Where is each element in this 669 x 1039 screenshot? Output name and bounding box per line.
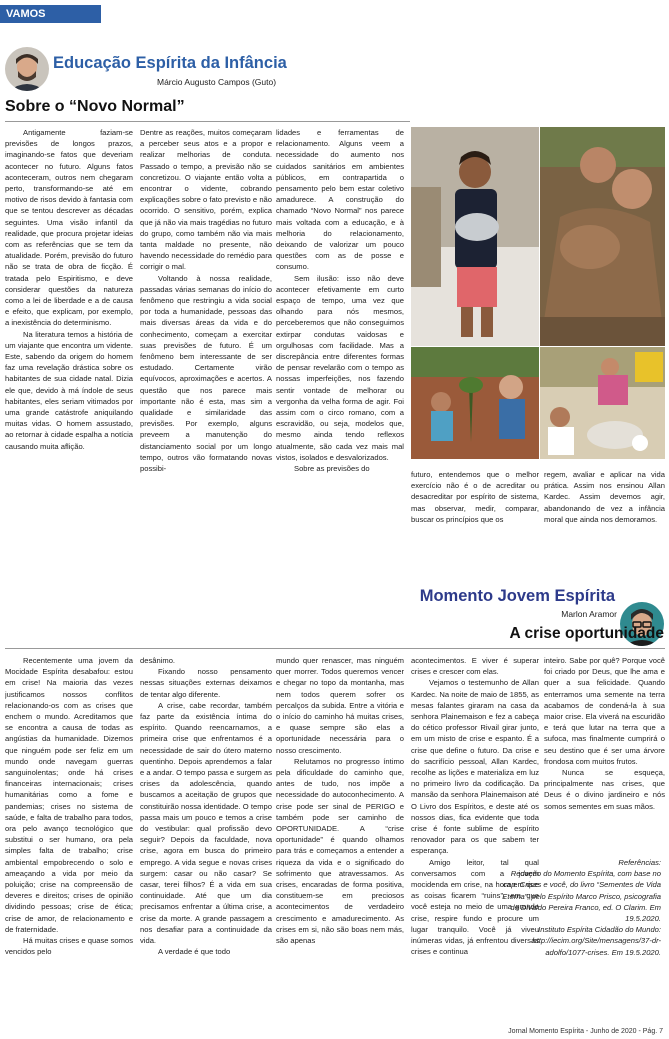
author-avatar-marcio — [5, 47, 49, 91]
page-footer: Jornal Momento Espírita - Junho de 2020 - Pág. 7 — [508, 1028, 663, 1035]
section-tag: VAMOS ESTUDAR — [0, 5, 101, 23]
paragraph: Na literatura temos a história de um viajante que encontra um vidente. Este, sabendo da origem do homem faz uma revelação drástica sobre os habitantes de sua cidade natal. Dizia ele que, devido à má índole de seus habitantes, eles seriam vitimados por uma grande catástrofe aniquilando muitas vidas. O homem assustado, ao retornar à cidade espalha a notícia causando muita aflição. — [5, 329, 133, 451]
paragraph: Amigo leitor, tal qual conversamos com a jovem mocidenda em crise, na hora em que as coisas ficarem “ruins”, em que você esteja no meio de uma grande crise, respire fundo e procure um lugar tranquilo. Você já viveu inúmeras vidas, já enfrentou diversas crises e continua — [411, 857, 539, 957]
column-title-jovem: Momento Jovem Espírita — [419, 587, 615, 605]
section-rule — [5, 648, 665, 649]
references-heading: Referências: — [618, 858, 661, 867]
paragraph: desânimo. — [140, 656, 176, 665]
column-title-infancia: Educação Espírita da Infância — [53, 54, 287, 72]
paragraph: Voltando à nossa realidade, passadas várias semanas do início do fenômeno que restringiu a vida social por toda a humanidade, pessoas das mais diversas áreas da vida e do conhecimento, começam a exercitar suas previsões de futuro. É um fenômeno bem interessante de ser estudado. Certamente virão equívocos, aproximações e acertos. A questão que nos parece mais importante não é esta, mas sim a qualidade e similaridade das previsões. Por exemplo, alguns preveem a manutenção do distanciamento social por um longo tempo, outros vão formatando novas possibi- — [140, 273, 272, 474]
jovem-column-4 — [411, 655, 539, 1025]
infancia-column-4 — [411, 469, 539, 541]
title-rule — [5, 121, 410, 122]
jovem-column-1 — [5, 655, 133, 1025]
jovem-column-3 — [276, 655, 404, 1025]
reference-item: Instituto Espírita Cidadão do Mundo: http://iecim.org/Site/mensagens/37-dr-adolfo/1077-crises. Em 19.5.2020. — [532, 925, 661, 957]
paragraph: acontecimentos. E viver é superar crises e crescer com elas. — [411, 656, 539, 677]
paragraph: Sobre as previsões do — [294, 464, 370, 474]
paragraph: lidades e ferramentas de relacionamento. Alguns veem a necessidade do aumento nos cuidados sanitários em ambientes públicos, em contrapartida o pensamento pelo bem estar coletivo amadurece. A construção do chamado “Novo Normal” nos parece mais voltada com a educação, e à melhoria do relacionamento, deixando de valorizar um pouco questões com as de posse e consumo. — [276, 128, 404, 272]
infancia-column-2 — [140, 127, 272, 542]
paragraph: futuro, entendemos que o melhor exercício não é o de acreditar ou desacreditar por espírito de sistema, mas observar, medir, comparar, buscar os princípios que os — [411, 470, 539, 524]
paragraph: regem, avaliar e aplicar na vida prática. Assim nos ensinou Allan Kardec. Assim devemos agir, abandonando de vez a infância moral que ainda nos demoramos. — [544, 470, 665, 524]
paragraph: A verdade é que todo — [158, 947, 231, 957]
infancia-column-3 — [276, 127, 404, 542]
paragraph: Vejamos o testemunho de Allan Kardec. Na noite de maio de 1855, as mesas falantes giraram na casa da senhora Plainemaison e fez a cabeça do cético professor Rivail girar junto, em um misto de crise e espanto. É a crise que define o futuro. Da crise e do sacrifício pessoal, Allan Kardec, recolhe as lições e materializa em luz no primeiro livro da codificação. Da mansão da senhora Plainemaison até O Livro dos Espíritos, e deste até os nossos dias, fica evidente que toda crise é fonte sublime de espírito renovador para os que sabem ter esperança. — [411, 678, 539, 856]
infancia-column-1 — [5, 127, 133, 542]
column-author-infancia: Márcio Augusto Campos (Guto) — [157, 77, 277, 87]
paragraph: Nunca se esqueça, principalmente nas crises, que Deus é o divino jardineiro e nós somos sementes em suas mãos. — [544, 768, 665, 811]
paragraph: Relutamos no progresso íntimo pela dificuldade do caminho que, antes de tudo, nos impõe a necessidade do autoconhecimento. A crise pode ser sinal de PERIGO e também pode ser caminho de OPORTUNIDADE. A “crise oportunidade” é quando olhamos para trás e começamos a entender a riqueza da vida e o significado do sofrimento que atravessamos. As crises, encaradas de forma positiva, constituem-se em preciosos acontecimentos de verdadeiro crescimento e amadurecimento. As crises em si, não são boas nem más, são apenas — [276, 756, 404, 946]
paragraph: Fixando nosso pensamento nessas situações externas deixamos de tentar algo diferente. — [140, 667, 272, 699]
paragraph: Dentre as reações, muitos começaram a perceber seus atos e a propor e realizar melhorias de conduta. Passado o tempo, a previsão não se concretizou. O viajante então volta a encontrar o vidente, cobrando explicações sobre o fato previsto e não ocorrido. O sensitivo, porém, explica que já não via mais tragédias no futuro do grupo, como também não via mais tanta maldade no presente, não havendo necessidade do remédio para corrigir o mal. — [140, 128, 272, 272]
author-photo — [5, 47, 49, 91]
references — [496, 857, 661, 958]
paragraph: A crise, cabe recordar, também faz parte da existência íntima do espírito. Quando reencarnamos, a primeira crise que enfrentamos é a necessidade de sair do útero materno quentinho. Depois aprendemos a falar e a andar. O tempo passa e surgem as crises da adolescência, quando buscamos a aceitação de grupos que constituirão nossa identidade. O tempo passa mais um pouco e temos a crise do vestibular: qual profissão devo seguir? Depois da faculdade, nova crise, agora em busca do primeiro emprego. A vida segue e novas crises surgem: casar ou não casar? Se casar, terei filhos? É a vida em sua continuidade. Até que um dia precisamos enfrentar a última crise, a crise da morte. A grande passagem a nos desafiar para a continuidade da vida. — [140, 700, 272, 946]
paragraph: Recentemente uma jovem da Mocidade Espírita desabafou: estou em crise! Na maioria das vezes justificamos nossos conflitos relacionando-os com as crises que enchem o mundo. Acreditamos que se encontra a causa de todas as angústias da humanidade. Dizemos que ninguém pode ser feliz em um mundo onde navegam guerras sanguinolentas; onde há crises financeiras internacionais; crises humanitárias como a fome e pandemias; crises no sistema de saúde, e falta de trabalho para todos, ora pelo avanço tecnológico que substitui o ser humano, ora pela simples falta de trabalho; crise ambiental empobrecendo o solo e ameaçando a vida por meio da poluição; crise na compreensão de deveres e direitos; crises de opinião dividindo pessoas; crise de ética; crise de amor, de relacionamento e de fraternidade. — [5, 656, 133, 934]
paragraph: Sem ilusão: isso não deve acontecer efetivamente em curto espaço de tempo, uma vez que olhando para nós mesmos, perceberemos que não conseguimos extirpar condutas vaidosas e orgulhosas com facilidade. Mas a discrepância entre diferentes formas de pensar revelarão com o tempo as nossas imperfeições, nos fazendo sentir vontade de melhorar ou vergonha da velha forma de agir. Foi assim com o circo romano, com a escravidão, ou seja, modelos que, mesmo ainda tendo reflexos atualmente, são cada vez mais mal vistos, isolados e desvalorizados. — [276, 273, 404, 462]
infancia-column-5 — [544, 469, 665, 541]
article-title-crise: A crise oportunidade — [509, 625, 664, 642]
photo-muddy-kids — [540, 127, 665, 346]
paragraph: mundo quer renascer, mas ninguém quer morrer. Todos queremos vencer e chegar no topo da montanha, mas nem todos querem sofrer os percalços da subida. Entre a vitória e o início do caminho há muitas crises, e quase sempre são elas a oportunidade necessária para o nosso crescimento. — [276, 656, 404, 755]
article-title-novo-normal: Sobre o “Novo Normal” — [5, 98, 185, 115]
jovem-column-5 — [544, 655, 665, 850]
photo-planting-tree — [411, 347, 539, 459]
column-author-jovem: Marlon Aramor — [561, 609, 617, 619]
photo-boy-with-bowl — [411, 127, 539, 346]
reference-item: Redação do Momento Espírita, com base no cap. Crises e você, do livro “Sementes de Vida Eterna”, pelo Espírito Marco Prisco, psicografia de Divaldo Pereira Franco, ed. O Clarim. Em 19.5.2020. — [502, 869, 661, 924]
paragraph: Há muitas crises e quase somos vencidos pelo — [5, 936, 133, 957]
paragraph: inteiro. Sabe por quê? Porque você foi criado por Deus, que lhe ama e quer a sua felicidade. Quando enterramos uma semente na terra acabamos de condená-la à sua maior crise. Ela viverá na escuridão e terá que lutar na terra que a sufoca, mas finalmente cumprirá o seu destino que é ser uma árvore frondosa com muitos frutos. — [544, 656, 665, 766]
jovem-column-2 — [140, 655, 272, 1025]
photo-painting-activity — [540, 347, 665, 459]
paragraph: Antigamente faziam-se previsões de longos prazos, imaginando-se fatos que deveriam acontecer no futuro. Alguns fatos aconteceram, outros nem chegaram perto, transformando-se até em motivo de risos devido à fantasia com que se tentou descrever as décadas seguintes. Uma visão infantil da realidade, que procura projetar ideias com as referências que se tem da atualidade. Porém, previsão do futuro não se trata de obra de ficção. É tratada pelo Espiritismo, e deve considerar questões da natureza como a lei de liberdade e a de causa e efeito, que explicam, por exemplo, a inexistência do determinismo. — [5, 128, 133, 328]
